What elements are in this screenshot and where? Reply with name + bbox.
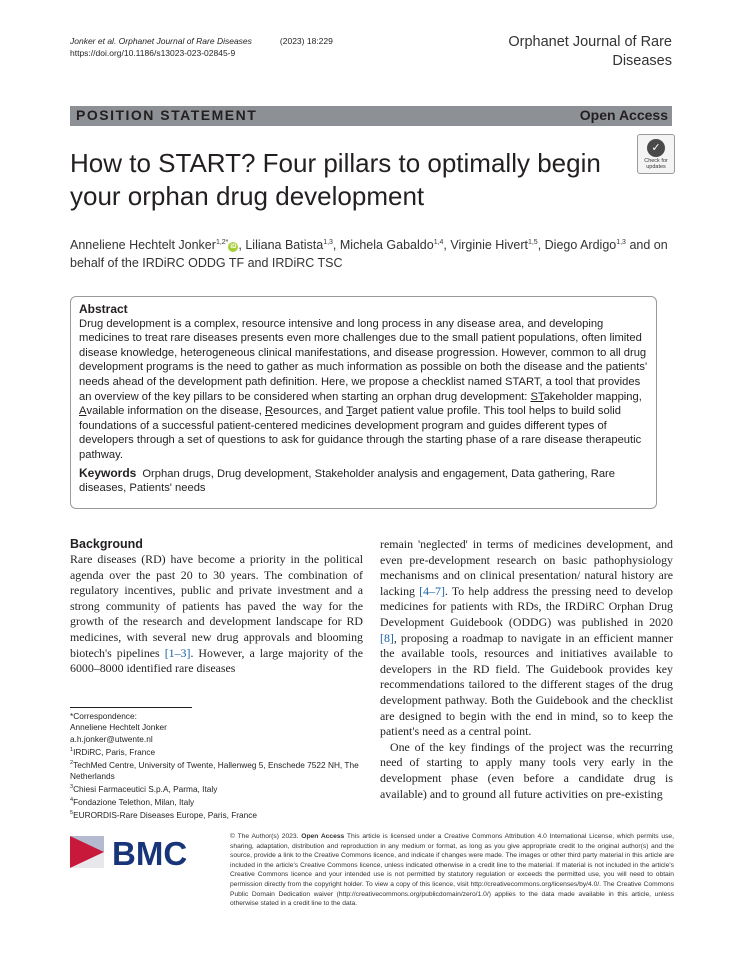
orcid-icon[interactable]: iD (230, 244, 237, 251)
author-list: Anneliene Hechtelt Jonker$^{1,2*}$iD , Liliana Batista$^{1,3}$, Michela Gabaldo$^{1,4}$, Virginie Hivert$^{1,5}$, Diego Ardigo$^{1,3}$ and on behalf of the IRDiRC ODDG TF and IRDiRC TSC (70, 238, 668, 271)
keywords-heading: Keywords (79, 465, 137, 480)
body-column-right (380, 537, 673, 802)
article-title: How to START? Four pillars to optimally begin your orphan drug development (70, 148, 601, 211)
affiliation: $^2$TechMed Centre, University of Twente, Hallenweg 5, Enschede 7522 NH, The Netherlands (70, 759, 359, 782)
check-for-updates-button[interactable] (637, 134, 675, 174)
affiliation: $^4$Fondazione Telethon, Milan, Italy (70, 797, 195, 808)
footnotes (70, 711, 370, 822)
correspondence-label: *Correspondence: (70, 711, 137, 721)
crossmark-label: Check for updates (644, 158, 668, 170)
body-paragraph-continued: remain 'neglected' in terms of medicines development, and even pre-development research on basic pathophysiology mechanisms and on clinical presentation/ natural history are lacking [4–7]. To help address the pressing need to develop medicines for patients with RDs, the IRDiRC Orphan Drug Development Guidebook (ODDG) was published in 2020 [8], proposing a roadmap to navigate in an efficient manner the available tools, resources and initiatives available to developers in the RD field. The Guidebook provides key recommendations tailored to the different stages of the drug development pathway. Both the Guidebook and the checklist are designed to begin with the end in mind, so to keep the patient's need as a central point. (380, 537, 673, 739)
author-name: Virginie Hivert (450, 238, 528, 253)
citation-link[interactable]: [1–3] (164, 645, 191, 660)
doi-link[interactable]: https://doi.org/10.1186/s13023-023-02845-9 (70, 48, 236, 58)
citation: Jonker et al. Orphanet Journal of Rare Diseases (70, 36, 252, 46)
author-affiliation: 1,3 (323, 239, 333, 246)
keywords (79, 466, 648, 496)
affiliation: $^1$IRDiRC, Paris, France (70, 746, 156, 757)
author-name: Michela Gabaldo (339, 238, 434, 253)
abstract-heading: Abstract (79, 302, 128, 316)
open-access-label: Open Access (579, 107, 668, 123)
author-affiliation: 1,4 (433, 239, 444, 246)
citation-link[interactable]: [8] (380, 630, 394, 645)
author-affiliation: 1,3 (616, 239, 626, 246)
journal-name: Orphanet Journal of Rare Diseases (508, 34, 672, 69)
affiliation: $^5$EURORDIS-Rare Diseases Europe, Paris, France (70, 810, 258, 821)
crossmark-icon: ✓ (647, 139, 665, 157)
affiliation: $^3$Chiesi Farmaceutici S.p.A, Parma, Italy (70, 784, 218, 795)
body-paragraph: One of the key findings of the project was the recurring need of starting to apply many tools very early in the development phase (even before a candidate drug is available) and to ground all future activities on pre-existing (380, 739, 673, 801)
author-name: Liliana Batista (245, 238, 324, 253)
volume: (2023) 18:229 (279, 36, 333, 46)
footnote-divider (70, 707, 192, 708)
author-affiliation: 1,2* (215, 239, 229, 246)
abstract-box (70, 296, 657, 509)
bmc-logo (70, 834, 220, 870)
correspondence-email[interactable]: a.h.jonker@utwente.nl (70, 733, 153, 744)
abstract-text: Drug development is a complex, resource intensive and long process in any disease area, and developing medicines to treat rare diseases presents even more challenges due to the small patient populations, often limited disease knowledge, heterogeneous clinical manifestations, and disease progression. However, common to all drug development programs is the need to gather as much information as possible on both the disease and the patients' needs ahead of the development path definition. Here, we propose a checklist named START, a tool that provides an overview of the key pillars to be considered when starting an orphan drug development: STakeholder mapping, Available information on the disease, Resources, and Target patient value profile. This tool helps to build solid foundations of a successful patient-centered medicines development program and guides different types of developers through a set of questions to ask for guidance through the starting phase of a rare disease therapeutic pathway. (79, 317, 648, 461)
running-header (70, 35, 333, 59)
correspondence-name: Anneliene Hechtelt Jonker (70, 722, 167, 733)
citation-link[interactable]: [4–7] (419, 583, 445, 598)
author-name: Diego Ardigo (544, 238, 617, 253)
section-heading-background: Background (70, 537, 143, 551)
license-statement: © The Author(s) 2023. Open Access This article is licensed under a Creative Commons Attribution 4.0 International License, which permits use, sharing, adaptation, distribution and reproduction in any medium or format, as long as you give appropriate credit to the original author(s) and the source, provide a link to the Creative Commons licence, and indicate if changes were made. The images or other third party material in this article are included in the article's Creative Commons licence, unless indicated otherwise in a credit line to the material. If material is not included in the article's Creative Commons licence and your intended use is not permitted by statutory regulation or exceeds the permitted use, you will need to obtain permission directly from the copyright holder. To view a copy of this licence, visit http://creativecommons.org/licenses/by/4.0/. The Creative Commons Public Domain Dedication waiver (http://creativecommons.org/publicdomain/zero/1.0/) applies to the data made available in this article, unless otherwise stated in a credit line to the data. (230, 833, 674, 908)
article-type: POSITION STATEMENT (76, 107, 258, 123)
body-column-left (70, 537, 363, 677)
logo-wordmark: BMC (112, 835, 188, 870)
author-affiliation: 1,5 (527, 239, 538, 246)
author-name: Anneliene Hechtelt Jonker (70, 238, 216, 253)
keywords-list: Orphan drugs, Drug development, Stakeholder analysis and engagement, Data gathering, Rare diseases, Patients' needs (79, 467, 616, 495)
article-type-banner (70, 106, 672, 126)
body-paragraph: Rare diseases (RD) have become a priority in the political agenda over the past 20 to 30 years. The combination of regulatory incentives, public and private investment and a strong community of patients has paved the way for the growth of the research and development landscape for RD medicines, with several new drug approvals and blooming biotech's pipelines [1–3]. However, a large majority of the 6000–8000 identified rare diseases (70, 552, 363, 676)
authors-tail: and on behalf of the IRDiRC ODDG TF and IRDiRC TSC (70, 238, 668, 271)
